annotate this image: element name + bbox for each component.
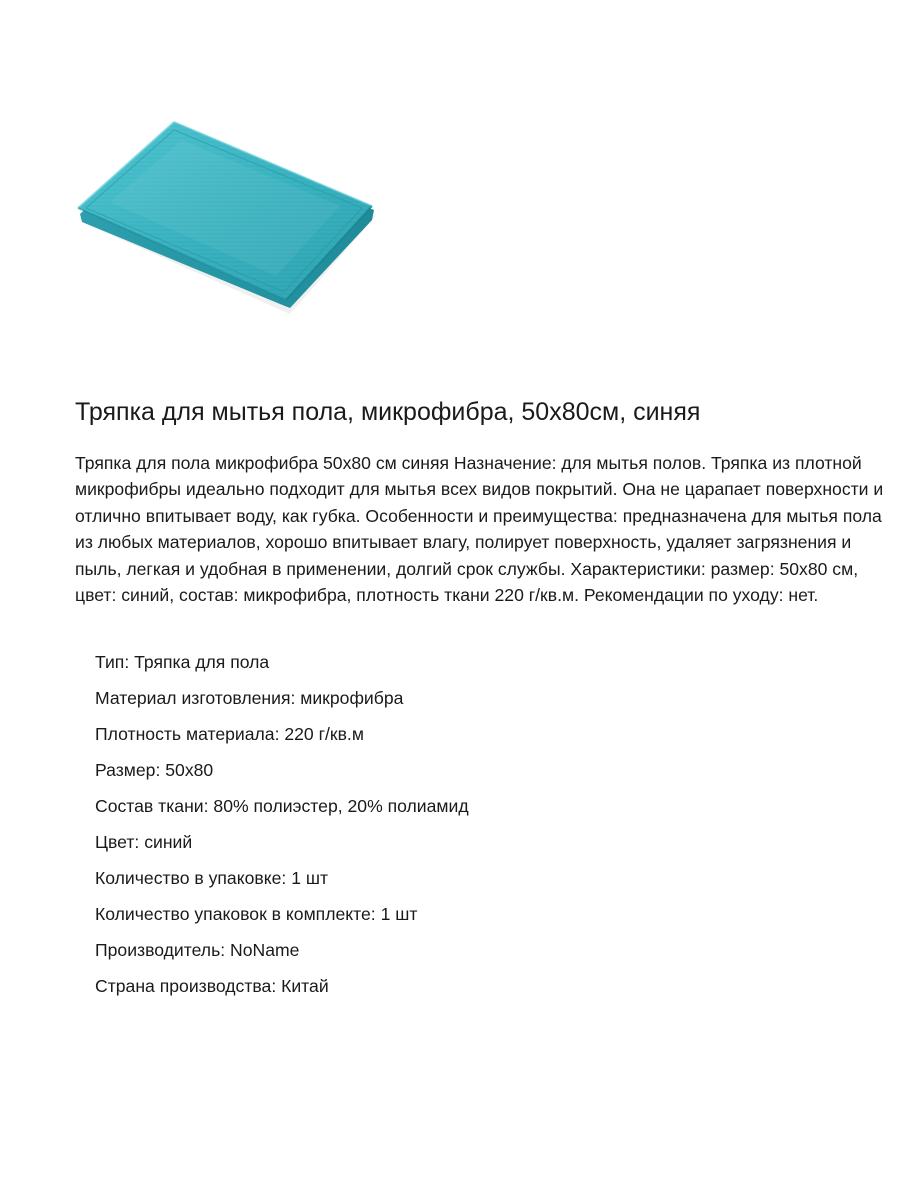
spec-type: Тип: Тряпка для пола [95, 652, 270, 672]
spec-material: Материал изготовления: микрофибра [95, 688, 404, 708]
spec-country: Страна производства: Китай [95, 976, 329, 996]
product-image [70, 118, 382, 324]
specs-list [95, 650, 469, 1010]
spec-density: Плотность материала: 220 г/кв.м [95, 724, 364, 744]
spec-composition: Состав ткани: 80% полиэстер, 20% полиамид [95, 796, 469, 816]
spec-manufacturer: Производитель: NoName [95, 940, 300, 960]
product-title: Тряпка для мытья пола, микрофибра, 50х80см, синяя [75, 398, 701, 426]
spec-color: Цвет: синий [95, 832, 193, 852]
spec-packs-per-set: Количество упаковок в комплекте: 1 шт [95, 904, 418, 924]
product-description: Тряпка для пола микрофибра 50x80 см синяя Назначение: для мытья полов. Тряпка из плотной микрофибры идеально подходит для мытья всех видов покрытий. Она не царапает поверхности и отлично впитывает воду, как губка. Особенности и преимущества: предназначена для мытья пола из любых материалов, хорошо впитывает влагу, полирует поверхность, удаляет загрязнения и пыль, легкая и удобная в применении, долгий срок службы. Характеристики: размер: 50x80 см, цвет: синий, состав: микрофибра, плотность ткани 220 г/кв.м. Рекомендации по уходу: нет. [75, 453, 884, 606]
spec-pack-quantity: Количество в упаковке: 1 шт [95, 868, 329, 888]
spec-size: Размер: 50x80 [95, 760, 214, 780]
